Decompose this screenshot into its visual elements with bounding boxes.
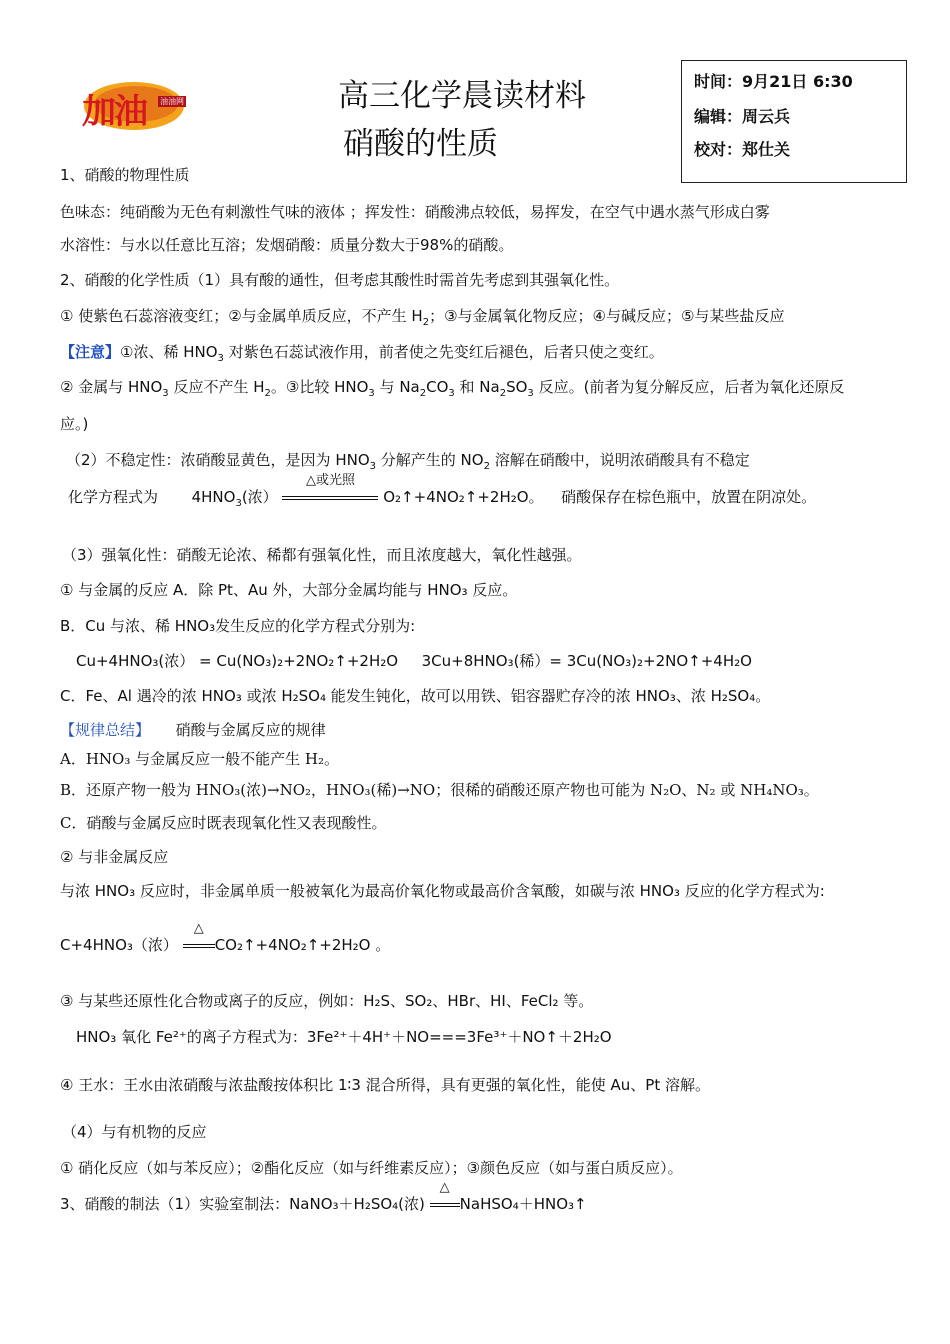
oxidizing-heading: （3）强氧化性：硝酸无论浓、稀都有强氧化性，而且浓度越大，氧化性越强。 xyxy=(62,546,582,564)
aqua-regia: ④ 王水：王水由浓硝酸与浓盐酸按体积比 1∶3 混合所得，具有更强的氧化性，能使 Au、Pt 溶解。 xyxy=(60,1076,710,1094)
compare-text-d: 与 Na xyxy=(374,378,420,396)
preparation-condition xyxy=(430,1180,460,1214)
organic-heading: （4）与有机物的反应 xyxy=(62,1123,207,1141)
rule-summary-title: 硝酸与金属反应的规律 xyxy=(175,721,326,739)
copper-conc-equation: Cu+4HNO₃(浓） = Cu(NO₃)₂+2NO₂↑+2H₂O xyxy=(76,652,399,670)
compare-line-cont: 应。) xyxy=(60,415,89,433)
storage-note: 硝酸保存在棕色瓶中，放置在阴凉处。 xyxy=(561,488,817,506)
logo-text: 加油 xyxy=(82,92,146,132)
section-2-heading: 2、硝酸的化学性质（1）具有酸的通性，但考虑其酸性时需首先考虑到其强氧化性。 xyxy=(60,271,620,289)
carbon-condition-text: △ xyxy=(193,921,204,936)
section-1-heading: 1、硝酸的物理性质 xyxy=(60,166,190,184)
page-subtitle: 硝酸的性质 xyxy=(343,126,498,162)
equation-products: O₂↑+4NO₂↑+2H₂O。 xyxy=(383,488,544,506)
info-box xyxy=(681,60,907,183)
metal-reaction-b: B．Cu 与浓、稀 HNO₃发生反应的化学方程式分别为: xyxy=(60,617,416,635)
acid-property-line: ① 使紫色石蕊溶液变红；②与金属单质反应，不产生 $H_2$；③与金属氧化物反应；④与碱反应；⑤与某些盐反应 xyxy=(60,307,785,328)
carbon-equation-reactants: C+4HNO₃（浓） xyxy=(60,936,178,954)
page-title: 高三化学晨读材料 xyxy=(338,78,586,114)
copper-equations xyxy=(76,651,752,671)
carbon-equation-products: CO₂↑+4NO₂↑+2H₂O 。 xyxy=(214,936,391,954)
instability-line: （2）不稳定性：浓硝酸显黄色，是因为 $HNO_3$ 分解产生的 $NO_2$ 溶解在硝酸中，说明浓硝酸具有不稳定 xyxy=(66,451,750,472)
acid-property-text-b: ；③与金属氧化物反应；④与碱反应；⑤与某些盐反应 xyxy=(429,307,785,325)
note-text-b: 对紫色石蕊试液作用，前者使之先变红后褪色，后者只使之变红。 xyxy=(223,343,664,361)
iron-ion-equation: HNO₃ 氧化 Fe²⁺的离子方程式为：3Fe²⁺＋4H⁺＋NO===3Fe³⁺＋NO↑＋2H₂O xyxy=(76,1028,612,1046)
equation-reactant-state: (浓） xyxy=(241,488,278,506)
organic-reactions: ① 硝化反应（如与苯反应）；②酯化反应（如与纤维素反应）；③颜色反应（如与蛋白质反应）。 xyxy=(60,1159,683,1177)
compare-text-a: ② 金属与 HNO xyxy=(60,378,163,396)
info-editor: 编辑：周云兵 xyxy=(694,107,791,126)
note-line: 【注意】①浓、稀 $HNO_3$ 对紫色石蕊试液作用，前者使之先变红后褪色，后者只使之变红。 xyxy=(60,343,664,364)
equation-reactant: 4HNO xyxy=(191,488,236,506)
note-text-a: ①浓、稀 HNO xyxy=(120,343,218,361)
compare-text-g: SO xyxy=(506,378,528,396)
passivation-line: C．Fe、Al 遇冷的浓 HNO₃ 或浓 H₂SO₄ 能发生钝化，故可以用铁、铝容器贮存冷的浓 HNO₃、浓 H₂SO₄。 xyxy=(60,687,771,705)
copper-dilute-equation: 3Cu+8HNO₃(稀）= 3Cu(NO₃)₂+2NO↑+4H₂O xyxy=(421,652,752,670)
reducing-compounds: ③ 与某些还原性化合物或离子的反应，例如：H₂S、SO₂、HBr、HI、FeCl₂ 等。 xyxy=(60,992,594,1010)
compare-text-b: 反应不产生 H xyxy=(168,378,265,396)
preparation-products: NaHSO₄＋HNO₃↑ xyxy=(459,1195,587,1213)
preparation-condition-text: △ xyxy=(439,1180,450,1195)
decomposition-equation: 化学方程式为 $4HNO_3$(浓） △或光照 O₂↑+4NO₂↑+2H₂O。 硝酸保存在棕色瓶中，放置在阴凉处。 xyxy=(68,473,817,509)
equation-condition-text: △或光照 xyxy=(305,473,355,488)
compare-text-c: 。③比较 HNO xyxy=(270,378,369,396)
metal-reaction-a: ① 与金属的反应 A．除 Pt、Au 外，大部分金属均能与 HNO₃ 反应。 xyxy=(60,581,518,599)
instability-text-a: （2）不稳定性：浓硝酸显黄色，是因为 HNO xyxy=(66,451,370,469)
rule-c: C．硝酸与金属反应时既表现氧化性又表现酸性。 xyxy=(60,814,387,832)
physical-property-line1: 色味态：纯硝酸为无色有刺激性气味的液体 ；挥发性：硝酸沸点较低，易挥发，在空气中遇水蒸气形成白雾 xyxy=(60,203,770,221)
nonmetal-heading: ② 与非金属反应 xyxy=(60,848,169,866)
instability-text-c: 溶解在硝酸中，说明浓硝酸具有不稳定 xyxy=(489,451,750,469)
equation-condition xyxy=(282,473,378,507)
info-time: 时间：9月21日 6:30 xyxy=(694,72,853,91)
acid-property-text-a: ① 使紫色石蕊溶液变红；②与金属单质反应，不产生 H xyxy=(60,307,423,325)
rule-summary-heading xyxy=(60,720,326,740)
carbon-equation xyxy=(60,921,391,955)
compare-text-e: CO xyxy=(426,378,449,396)
rule-b: B．还原产物一般为 HNO₃(浓)→NO₂，HNO₃(稀)→NO；很稀的硝酸还原产物也可能为 N₂O、N₂ 或 NH₄NO₃。 xyxy=(60,781,819,799)
nonmetal-description: 与浓 HNO₃ 反应时，非金属单质一般被氧化为最高价氧化物或最高价含氧酸，如碳与浓 HNO₃ 反应的化学方程式为: xyxy=(60,882,825,900)
rule-summary-label: 【规律总结】 xyxy=(60,721,151,739)
carbon-equation-condition xyxy=(183,921,215,955)
logo xyxy=(78,78,198,136)
physical-property-line2: 水溶性：与水以任意比互溶；发烟硝酸：质量分数大于98%的硝酸。 xyxy=(60,236,514,254)
info-proofreader: 校对：郑仕关 xyxy=(694,140,791,159)
logo-subtext: 油油网 xyxy=(160,97,184,106)
compare-text-f: 和 Na xyxy=(454,378,500,396)
preparation-line xyxy=(60,1180,587,1214)
equation-label: 化学方程式为 xyxy=(68,488,159,506)
rule-a: A．HNO₃ 与金属反应一般不能产生 H₂。 xyxy=(60,750,339,768)
instability-text-b: 分解产生的 NO xyxy=(376,451,484,469)
preparation-reactants: 3、硝酸的制法（1）实验室制法：NaNO₃＋H₂SO₄(浓) xyxy=(60,1195,425,1213)
compare-line: ② 金属与 $HNO_3$ 反应不产生 $H_2$。③比较 $HNO_3$ 与 $Na_2CO_3$ 和 $Na_2SO_3$ 反应。(前者为复分解反应，后者为氧化还原反 xyxy=(60,378,845,399)
note-label: 【注意】 xyxy=(60,343,121,361)
compare-text-h: 反应。(前者为复分解反应，后者为氧化还原反 xyxy=(533,378,845,396)
